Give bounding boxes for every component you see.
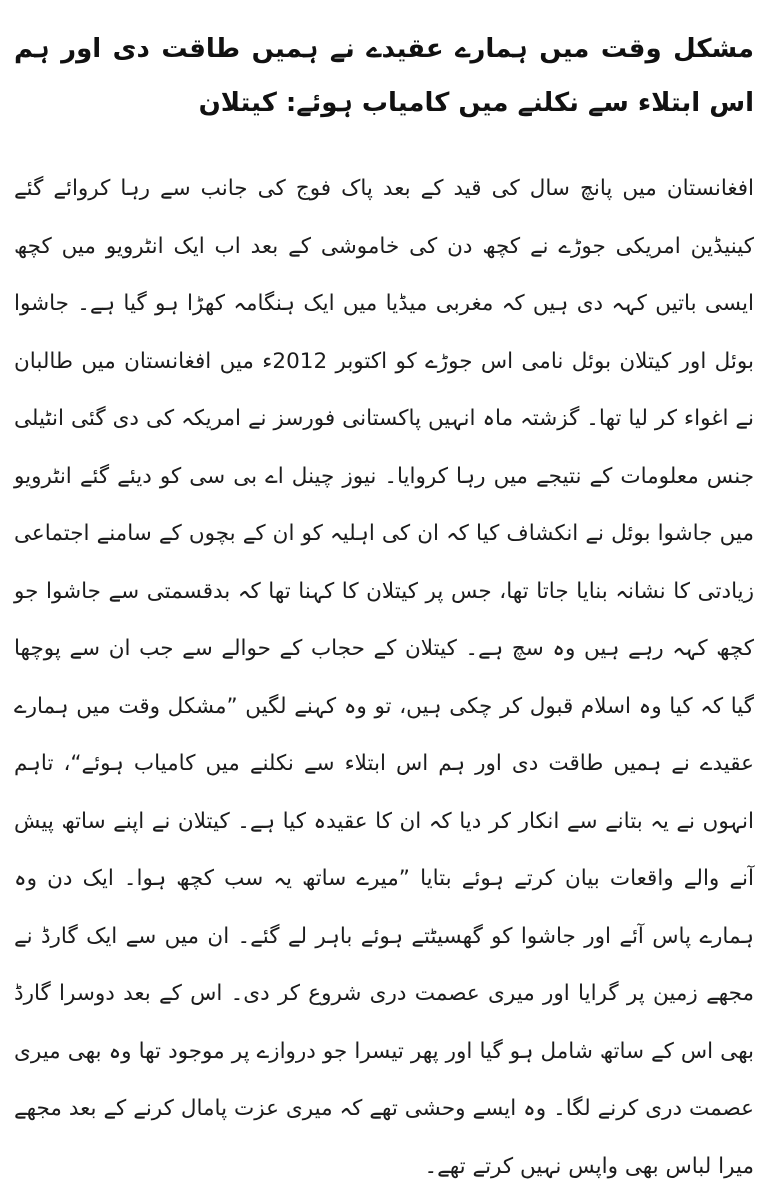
article-headline: مشکل وقت میں ہمارے عقیدے نے ہمیں طاقت دی اور ہم اس ابتلاء سے نکلنے میں کامیاب ہوئے: کیتلان <box>14 34 754 118</box>
article-body <box>14 160 754 1195</box>
article-paragraph: افغانستان میں پانچ سال کی قید کے بعد پاک فوج کی جانب سے رہا کروائے گئے کینیڈین امریکی جوڑے نے کچھ دن کی خاموشی کے بعد اب ایک انٹرویو میں کچھ ایسی باتیں کہہ دی ہیں کہ مغربی میڈیا میں ایک ہنگامہ کھڑا ہو گیا ہے۔ جاشوا بوئل اور کیتلان بوئل نامی اس جوڑے کو اکتوبر 2012ء میں افغانستان میں طالبان نے اغواء کر لیا تھا۔ گزشتہ ماہ انہیں پاکستانی فورسز نے امریکہ کی دی گئی انٹیلی جنس معلومات کے نتیجے میں رہا کروایا۔ نیوز چینل اے بی سی کو دیئے گئے انٹرویو میں جاشوا بوئل نے انکشاف کیا کہ ان کی اہلیہ کو ان کے بچوں کے سامنے اجتماعی زیادتی کا نشانہ بنایا جاتا تھا، جس پر کیتلان کا کہنا تھا کہ بدقسمتی سے جاشوا جو کچھ کہہ رہے ہیں وہ سچ ہے۔ کیتلان کے حجاب کے حوالے سے جب ان سے پوچھا گیا کہ کیا وہ اسلام قبول کر چکی ہیں، تو وہ کہنے لگیں ”مشکل وقت میں ہمارے عقیدے نے ہمیں طاقت دی اور ہم اس ابتلاء سے نکلنے میں کامیاب ہوئے“، تاہم انہوں نے یہ بتانے سے انکار کر دیا کہ ان کا عقیدہ کیا ہے۔ کیتلان نے اپنے ساتھ پیش آنے والے واقعات بیان کرتے ہوئے بتایا ”میرے ساتھ یہ سب کچھ ہوا۔ ایک دن وہ ہمارے پاس آئے اور جاشوا کو گھسیٹتے ہوئے باہر لے گئے۔ ان میں سے ایک گارڈ نے مجھے زمین پر گرایا اور میری عصمت دری شروع کر دی۔ اس کے بعد دوسرا گارڈ بھی اس کے ساتھ شامل ہو گیا اور پھر تیسرا جو دروازے پر موجود تھا وہ بھی میری عصمت دری کرنے لگا۔ وہ ایسے وحشی تھے کہ میری عزت پامال کرنے کے بعد مجھے میرا لباس بھی واپس نہیں کرتے تھے۔ <box>14 176 754 1179</box>
